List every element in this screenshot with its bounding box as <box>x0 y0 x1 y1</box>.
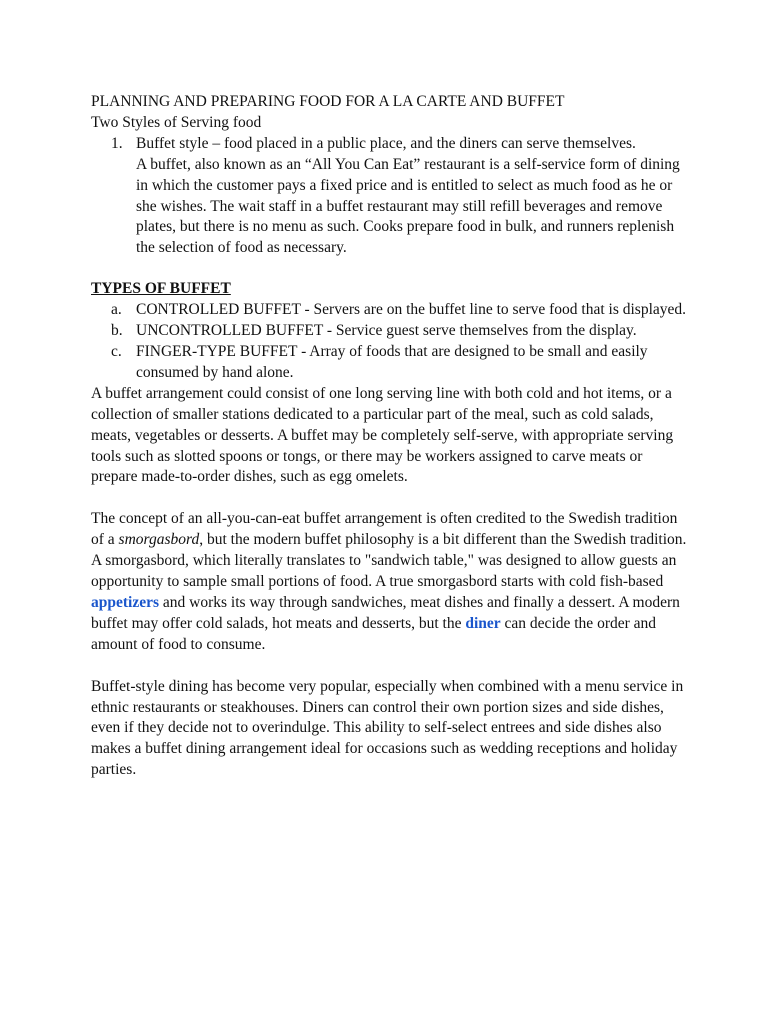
serving-styles-list <box>91 134 691 259</box>
paragraph-text: and works its way through sandwiches, meat dishes and finally a dessert. A modern buffet may offer cold salads, hot meats and desserts, but the <box>91 593 680 632</box>
smorgasbord-italic: smorgasbord <box>118 531 200 549</box>
list-letter: c. <box>111 342 122 360</box>
paragraph-arrangement: A buffet arrangement could consist of one long serving line with both cold and hot items, or a collection of smaller stations dedicated to a particular part of the meal, such as cold salads, meats, vegetables or desserts. A buffet may be completely self-serve, with appropriate serving tools such as slotted spoons or tongs, or there may be workers assigned to carve meats or prepare made-to-order dishes, such as egg omelets. <box>91 384 674 486</box>
list-letter: a. <box>111 301 122 319</box>
list-letter: b. <box>111 322 123 340</box>
document-title: PLANNING AND PREPARING FOOD FOR A LA CARTE AND BUFFET <box>91 93 565 110</box>
paragraph-popular: Buffet-style dining has become very popular, especially when combined with a menu service in ethnic restaurants or steakhouses. Diners can control their own portion sizes and side dishes, even if they decide not to overindulge. This ability to self-select entrees and side dishes also makes a buffet dining arrangement ideal for occasions such as wedding receptions and holiday parties. <box>91 677 684 779</box>
paragraph-concept <box>91 509 691 655</box>
buffet-types-list <box>91 300 691 384</box>
types-of-buffet-heading: TYPES OF BUFFET <box>91 280 231 298</box>
document-page <box>91 92 691 781</box>
spacer <box>91 488 691 509</box>
buffet-type-text: CONTROLLED BUFFET - Servers are on the buffet line to serve food that is displayed. <box>136 301 687 319</box>
diner-link[interactable]: diner <box>465 614 501 632</box>
paragraph-text: The concept of an all-you-can-eat buffet arrangement is often credited to the Swedish tradition of a <box>91 510 678 549</box>
buffet-type-text: UNCONTROLLED BUFFET - Service guest serve themselves from the display. <box>136 322 637 340</box>
serving-style-description: A buffet, also known as an “All You Can Eat” restaurant is a self-service form of dining in which the customer pays a fixed price and is entitled to select as much food as he or she wishes. The wait staff in a buffet restaurant may still refill beverages and remove plates, but there is no menu as such. Cooks prepare food in bulk, and runners replenish the selection of food as necessary. <box>136 155 680 257</box>
paragraph-text: can decide the order and amount of food to consume. <box>91 614 657 653</box>
list-number: 1. <box>111 134 123 152</box>
spacer <box>91 259 691 279</box>
document-subtitle: Two Styles of Serving food <box>91 113 262 131</box>
paragraph-text: , but the modern buffet philosophy is a bit different than the Swedish tradition. A smorgasbord, which literally translates to "sandwich table," was designed to allow guests an opportunity to sample small portions of food. A true smorgasbord starts with cold fish-based <box>91 531 687 591</box>
spacer <box>91 656 691 677</box>
serving-style-heading: Buffet style – food placed in a public place, and the diners can serve themselves. <box>136 134 636 152</box>
appetizers-link[interactable]: appetizers <box>91 593 160 611</box>
buffet-type-item <box>91 321 691 342</box>
buffet-type-item <box>91 342 691 384</box>
buffet-type-item <box>91 300 691 321</box>
buffet-type-text: FINGER-TYPE BUFFET - Array of foods that are designed to be small and easily consumed by hand alone. <box>136 342 648 381</box>
serving-style-item <box>91 134 691 259</box>
